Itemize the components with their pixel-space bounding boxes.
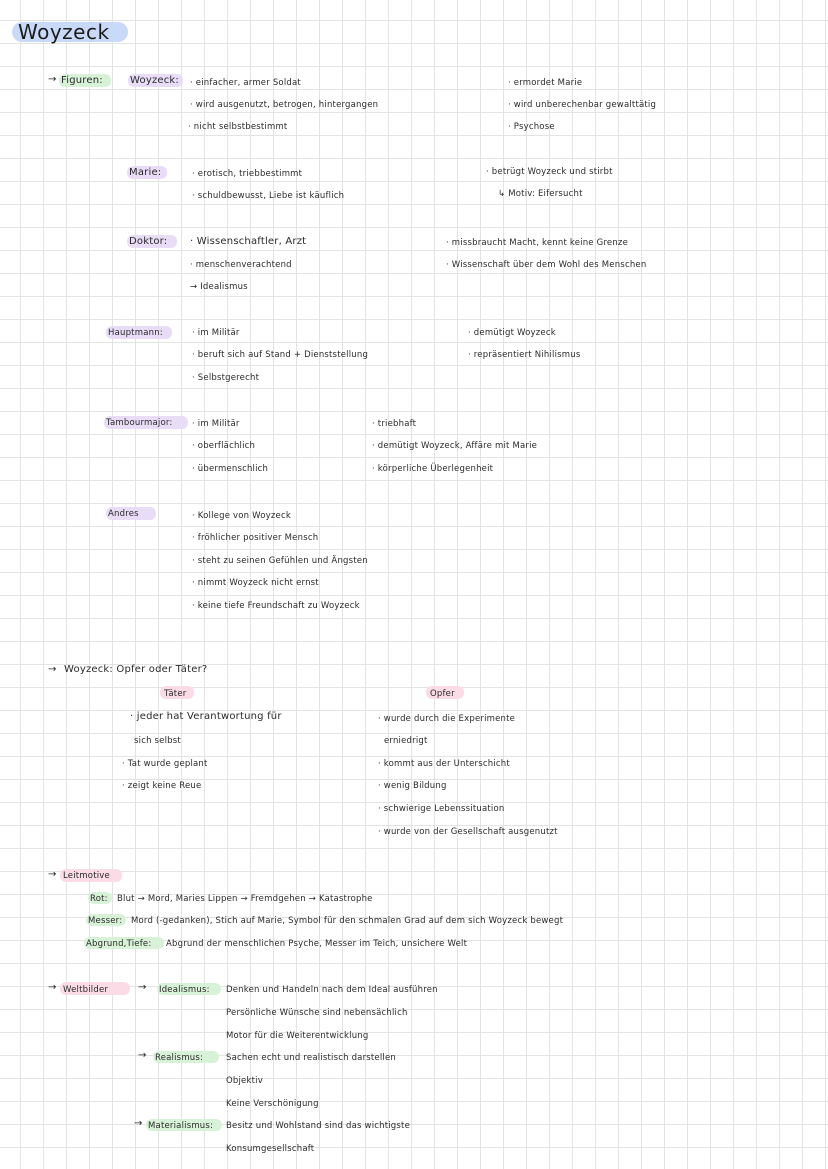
taeter-item: · jeder hat Verantwortung für [130, 711, 282, 722]
andres-trait: · fröhlicher positiver Mensch [192, 533, 319, 543]
materialismus-label: Materialismus: [148, 1121, 214, 1131]
idealismus-label: Idealismus: [159, 985, 210, 995]
leitmotive-heading: Leitmotive [63, 871, 110, 881]
idealismus-line: Denken und Handeln nach dem Ideal ausführen [226, 985, 438, 995]
hauptmann-label: Hauptmann: [108, 328, 163, 338]
opfer-item: · wenig Bildung [378, 781, 447, 791]
idealismus-line: Motor für die Weiterentwicklung [226, 1031, 369, 1041]
hauptmann-trait: · im Militär [192, 328, 240, 338]
rot-label: Rot: [90, 894, 108, 904]
abgrund-label: Abgrund,Tiefe: [86, 939, 152, 949]
tambourmajor-trait: · triebhaft [372, 419, 417, 429]
andres-trait: · Kollege von Woyzeck [192, 511, 291, 521]
doktor-label: Doktor: [129, 236, 168, 247]
tambourmajor-trait: · körperliche Überlegenheit [372, 464, 494, 474]
woyzeck-trait: · nicht selbstbestimmt [188, 122, 288, 132]
woyzeck-trait: · wird unberechenbar gewalttätig [508, 100, 657, 110]
taeter-item: · zeigt keine Reue [122, 781, 202, 791]
arrow-icon: → [48, 74, 57, 85]
arrow-icon: → [138, 1050, 147, 1061]
taeter-item: · Tat wurde geplant [122, 759, 208, 769]
materialismus-line: Konsumgesellschaft [226, 1144, 315, 1154]
marie-trait: · betrügt Woyzeck und stirbt [486, 167, 613, 177]
page-title: Woyzeck [18, 20, 110, 44]
opfer-label: Opfer [430, 689, 455, 699]
materialismus-line: Besitz und Wohlstand sind das wichtigste [226, 1121, 410, 1131]
andres-trait: · keine tiefe Freundschaft zu Woyzeck [192, 601, 360, 611]
messer-text: Mord (-gedanken), Stich auf Marie, Symbol für den schmalen Grad auf dem sich Woyzeck bewegt [131, 916, 564, 926]
arrow-icon: → [48, 664, 57, 675]
andres-label: Andres [108, 509, 139, 519]
doktor-trait: · missbraucht Macht, kennt keine Grenze [446, 238, 629, 248]
woyzeck-trait: · Psychose [508, 122, 555, 132]
marie-trait: · erotisch, triebbestimmt [192, 169, 303, 179]
rot-text: Blut → Mord, Maries Lippen → Fremdgehen → Katastrophe [117, 894, 373, 904]
taeter-label: Täter [164, 689, 187, 699]
marie-trait: ↳ Motiv: Eifersucht [498, 189, 583, 199]
marie-trait: · schuldbewusst, Liebe ist käuflich [192, 191, 345, 201]
andres-trait: · steht zu seinen Gefühlen und Ängsten [192, 556, 368, 566]
taeter-item: sich selbst [134, 736, 181, 746]
hauptmann-trait: · repräsentiert Nihilismus [468, 350, 581, 360]
opfer-item: · wurde von der Gesellschaft ausgenutzt [378, 827, 558, 837]
opfer-item: erniedrigt [384, 736, 428, 746]
realismus-line: Objektiv [226, 1076, 263, 1086]
marie-label: Marie: [129, 167, 162, 178]
doktor-trait: → Idealismus [190, 282, 248, 292]
woyzeck-label: Woyzeck: [130, 75, 179, 86]
weltbilder-heading: Weltbilder [63, 985, 109, 995]
realismus-line: Keine Verschönigung [226, 1099, 319, 1109]
tambourmajor-label: Tambourmajor: [106, 418, 173, 428]
abgrund-text: Abgrund der menschlichen Psyche, Messer im Teich, unsichere Welt [166, 939, 468, 949]
tambourmajor-trait: · demütigt Woyzeck, Affäre mit Marie [372, 441, 538, 451]
arrow-icon: → [138, 982, 147, 993]
arrow-icon: → [48, 869, 57, 880]
tambourmajor-trait: · im Militär [192, 419, 240, 429]
woyzeck-trait: · wird ausgenutzt, betrogen, hintergangen [190, 100, 379, 110]
woyzeck-trait: · ermordet Marie [508, 78, 583, 88]
andres-trait: · nimmt Woyzeck nicht ernst [192, 578, 319, 588]
realismus-label: Realismus: [155, 1053, 204, 1063]
doktor-trait: · Wissenschaft über dem Wohl des Menschen [446, 260, 647, 270]
hauptmann-trait: · beruft sich auf Stand + Dienststellung [192, 350, 369, 360]
doktor-trait: · menschenverachtend [190, 260, 292, 270]
opfer-item: · kommt aus der Unterschicht [378, 759, 510, 769]
arrow-icon: → [48, 982, 57, 993]
figuren-heading: Figuren: [61, 75, 103, 86]
tambourmajor-trait: · übermenschlich [192, 464, 269, 474]
doktor-trait: · Wissenschaftler, Arzt [190, 236, 307, 247]
arrow-icon: → [134, 1118, 143, 1129]
opfer-item: · schwierige Lebenssituation [378, 804, 505, 814]
tambourmajor-trait: · oberflächlich [192, 441, 256, 451]
messer-label: Messer: [88, 916, 123, 926]
idealismus-line: Persönliche Wünsche sind nebensächlich [226, 1008, 408, 1018]
hauptmann-trait: · Selbstgerecht [192, 373, 260, 383]
realismus-line: Sachen echt und realistisch darstellen [226, 1053, 396, 1063]
woyzeck-trait: · einfacher, armer Soldat [190, 78, 301, 88]
hauptmann-trait: · demütigt Woyzeck [468, 328, 556, 338]
opfer-taeter-heading: Woyzeck: Opfer oder Täter? [64, 664, 208, 675]
opfer-item: · wurde durch die Experimente [378, 714, 516, 724]
